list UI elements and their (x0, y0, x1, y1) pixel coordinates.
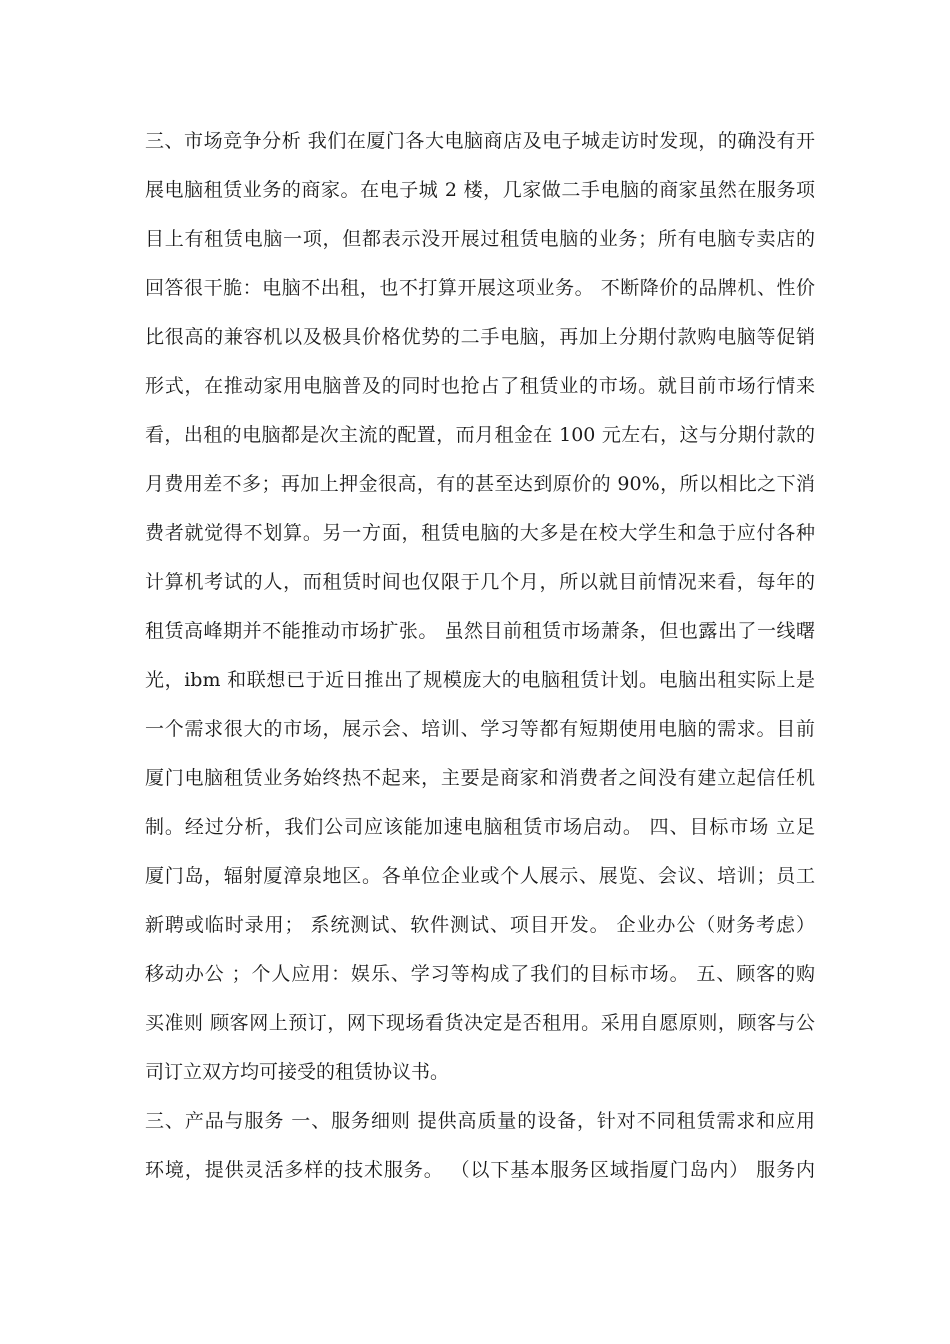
body-text-line: 三、市场竞争分析 我们在厦门各大电脑商店及电子城走访时发现，的确没有开 (145, 130, 815, 152)
body-text-line: 费者就觉得不划算。另一方面，租赁电脑的大多是在校大学生和急于应付各种 (145, 522, 815, 544)
body-text-line: 新聘或临时录用； 系统测试、软件测试、项目开发。 企业办公（财务考虑） (145, 914, 815, 936)
body-text-line: 司订立双方均可接受的租赁协议书。 (145, 1061, 450, 1083)
body-text-line: 环境，提供灵活多样的技术服务。 （以下基本服务区域指厦门岛内） 服务内 (145, 1159, 815, 1181)
body-text-line: 光，ibm 和联想已于近日推出了规模庞大的电脑租赁计划。电脑出租实际上是 (145, 669, 815, 691)
body-text-line: 厦门岛，辐射厦漳泉地区。各单位企业或个人展示、展览、会议、培训；员工 (145, 865, 815, 887)
body-text-line: 移动办公 ；个人应用：娱乐、学习等构成了我们的目标市场。 五、顾客的购 (145, 963, 815, 985)
body-text-line: 月费用差不多；再加上押金很高，有的甚至达到原价的 90%，所以相比之下消 (145, 473, 815, 495)
body-text-line: 形式，在推动家用电脑普及的同时也抢占了租赁业的市场。就目前市场行情来 (145, 375, 815, 397)
body-text-line: 比很高的兼容机以及极具价格优势的二手电脑，再加上分期付款购电脑等促销 (145, 326, 815, 348)
body-text-line: 买准则 顾客网上预订，网下现场看货决定是否租用。采用自愿原则，顾客与公 (145, 1012, 815, 1034)
body-text-line: 一个需求很大的市场，展示会、培训、学习等都有短期使用电脑的需求。目前 (145, 718, 815, 740)
body-text-line: 展电脑租赁业务的商家。在电子城 2 楼，几家做二手电脑的商家虽然在服务项 (145, 179, 815, 201)
body-text-line: 厦门电脑租赁业务始终热不起来，主要是商家和消费者之间没有建立起信任机 (145, 767, 815, 789)
body-text-line: 计算机考试的人，而租赁时间也仅限于几个月，所以就目前情况来看，每年的 (145, 571, 815, 593)
body-text-line: 回答很干脆：电脑不出租，也不打算开展这项业务。 不断降价的品牌机、性价 (145, 277, 815, 299)
body-text-line: 看，出租的电脑都是次主流的配置，而月租金在 100 元左右，这与分期付款的 (145, 424, 815, 446)
body-text-line: 租赁高峰期并不能推动市场扩张。 虽然目前租赁市场萧条，但也露出了一线曙 (145, 620, 815, 642)
body-text-line: 目上有租赁电脑一项，但都表示没开展过租赁电脑的业务；所有电脑专卖店的 (145, 228, 815, 250)
body-text-line: 三、产品与服务 一、服务细则 提供高质量的设备，针对不同租赁需求和应用 (145, 1110, 815, 1132)
body-text-line: 制。经过分析，我们公司应该能加速电脑租赁市场启动。 四、目标市场 立足 (145, 816, 815, 838)
